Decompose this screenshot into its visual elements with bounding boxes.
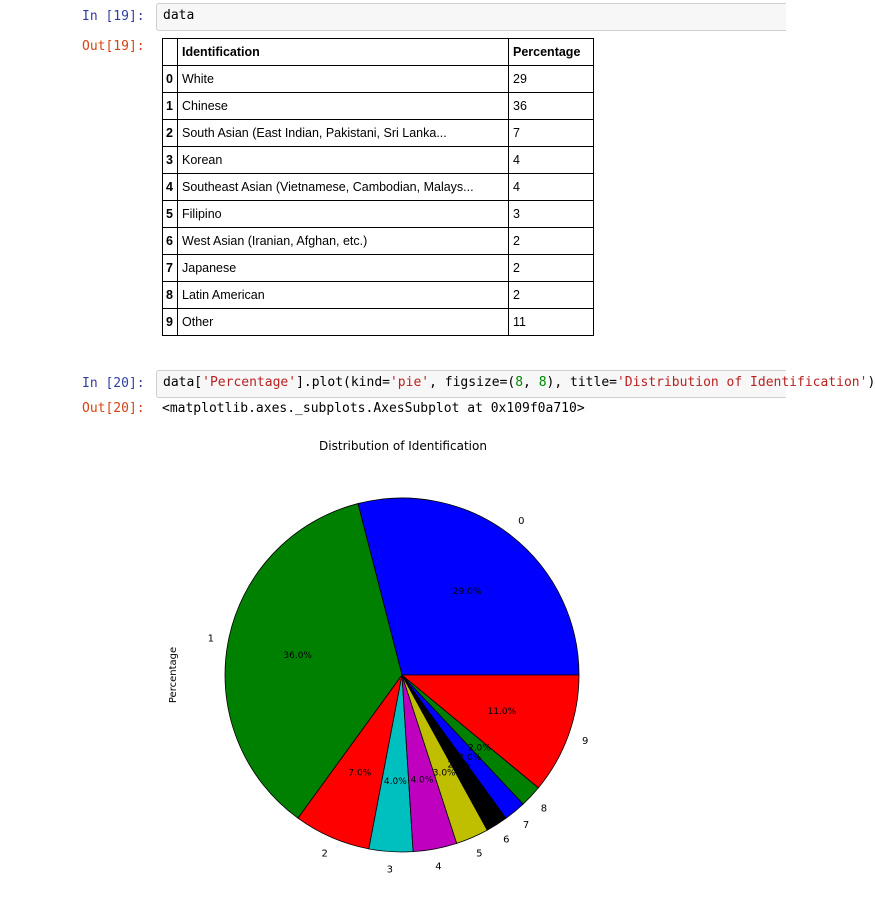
slice-category-label: 5 xyxy=(476,848,483,860)
slice-pct-label: 36.0% xyxy=(283,651,312,662)
identification-column-header: Identification xyxy=(178,39,509,66)
identification-cell: West Asian (Iranian, Afghan, etc.) xyxy=(178,228,509,255)
row-index: 2 xyxy=(163,120,178,147)
pie-chart xyxy=(156,430,656,885)
slice-pct-label: 4.0% xyxy=(383,776,407,787)
code-cell-20[interactable] xyxy=(156,370,875,398)
slice-category-label: 9 xyxy=(582,735,589,747)
table-row xyxy=(163,120,594,147)
slice-pct-label: 3.0% xyxy=(432,768,456,779)
percentage-cell: 3 xyxy=(509,201,594,228)
table-row xyxy=(163,201,594,228)
chart-ylabel: Percentage xyxy=(168,646,179,704)
table-row xyxy=(163,255,594,282)
percentage-cell: 29 xyxy=(509,66,594,93)
identification-cell: White xyxy=(178,66,509,93)
table-row xyxy=(163,147,594,174)
slice-category-label: 4 xyxy=(435,861,442,873)
percentage-cell: 2 xyxy=(509,282,594,309)
table-header-row xyxy=(163,39,594,66)
identification-cell: Japanese xyxy=(178,255,509,282)
code-cell-19[interactable]: data xyxy=(156,3,786,31)
table-row xyxy=(163,174,594,201)
row-index: 4 xyxy=(163,174,178,201)
percentage-cell: 2 xyxy=(509,228,594,255)
row-index: 8 xyxy=(163,282,178,309)
percentage-cell: 36 xyxy=(509,93,594,120)
slice-category-label: 6 xyxy=(503,834,510,846)
in-prompt-20: In [20]: xyxy=(82,376,145,391)
slice-pct-label: 2.0% xyxy=(447,760,471,771)
slice-category-label: 2 xyxy=(321,848,328,860)
code-token: ].plot(kind= xyxy=(296,375,390,390)
slice-category-label: 0 xyxy=(518,516,525,528)
percentage-cell: 4 xyxy=(509,174,594,201)
out-prompt-20: Out[20]: xyxy=(82,401,145,416)
table-row xyxy=(163,228,594,255)
percentage-cell: 7 xyxy=(509,120,594,147)
row-index: 7 xyxy=(163,255,178,282)
table-row xyxy=(163,309,594,336)
pie-slices xyxy=(225,498,579,852)
slice-category-label: 8 xyxy=(540,803,548,815)
identification-cell: Latin American xyxy=(178,282,509,309)
row-index: 5 xyxy=(163,201,178,228)
code-token: , figsize=( xyxy=(429,375,516,390)
table-row xyxy=(163,66,594,93)
code-number-token: 8 xyxy=(538,375,547,390)
identification-cell: South Asian (East Indian, Pakistani, Sri Lanka... xyxy=(178,120,509,147)
slice-pct-label: 11.0% xyxy=(487,706,517,717)
code-token: ) xyxy=(867,375,875,390)
slice-pct-label: 2.0% xyxy=(458,752,482,763)
row-index: 9 xyxy=(163,309,178,336)
in-prompt-19: In [19]: xyxy=(82,9,145,24)
percentage-cell: 11 xyxy=(509,309,594,336)
identification-cell: Filipino xyxy=(178,201,509,228)
identification-cell: Chinese xyxy=(178,93,509,120)
output-text: <matplotlib.axes._subplots.AxesSubplot at 0x109f0a710> xyxy=(162,401,585,416)
code-string-token: 'Distribution of Identification' xyxy=(616,375,868,390)
slice-category-label: 1 xyxy=(207,633,214,645)
identification-cell: Korean xyxy=(178,147,509,174)
chart-title: Distribution of Identification xyxy=(319,439,487,453)
table-row xyxy=(163,282,594,309)
code-string-token: 'pie' xyxy=(389,375,430,390)
slice-category-label: 7 xyxy=(522,820,530,832)
percentage-cell: 4 xyxy=(509,147,594,174)
identification-cell: Southeast Asian (Vietnamese, Cambodian, Malays... xyxy=(178,174,509,201)
code-string-token: 'Percentage' xyxy=(202,375,297,390)
slice-pct-label: 2.0% xyxy=(467,743,491,754)
index-column-header xyxy=(163,39,178,66)
code-token: data[ xyxy=(163,375,203,390)
row-index: 0 xyxy=(163,66,178,93)
percentage-column-header: Percentage xyxy=(509,39,594,66)
row-index: 1 xyxy=(163,93,178,120)
table-row xyxy=(163,93,594,120)
slice-category-label: 3 xyxy=(386,864,393,876)
out-prompt-19: Out[19]: xyxy=(82,39,145,54)
identification-cell: Other xyxy=(178,309,509,336)
slice-pct-label: 29.0% xyxy=(452,587,482,598)
code-number-token: 8 xyxy=(515,375,524,390)
code-token: , xyxy=(523,375,539,390)
percentage-cell: 2 xyxy=(509,255,594,282)
row-index: 6 xyxy=(163,228,178,255)
code-token: ), title= xyxy=(546,375,617,390)
dataframe-table xyxy=(162,38,594,336)
slice-pct-label: 4.0% xyxy=(410,775,434,786)
row-index: 3 xyxy=(163,147,178,174)
slice-pct-label: 7.0% xyxy=(348,768,372,779)
